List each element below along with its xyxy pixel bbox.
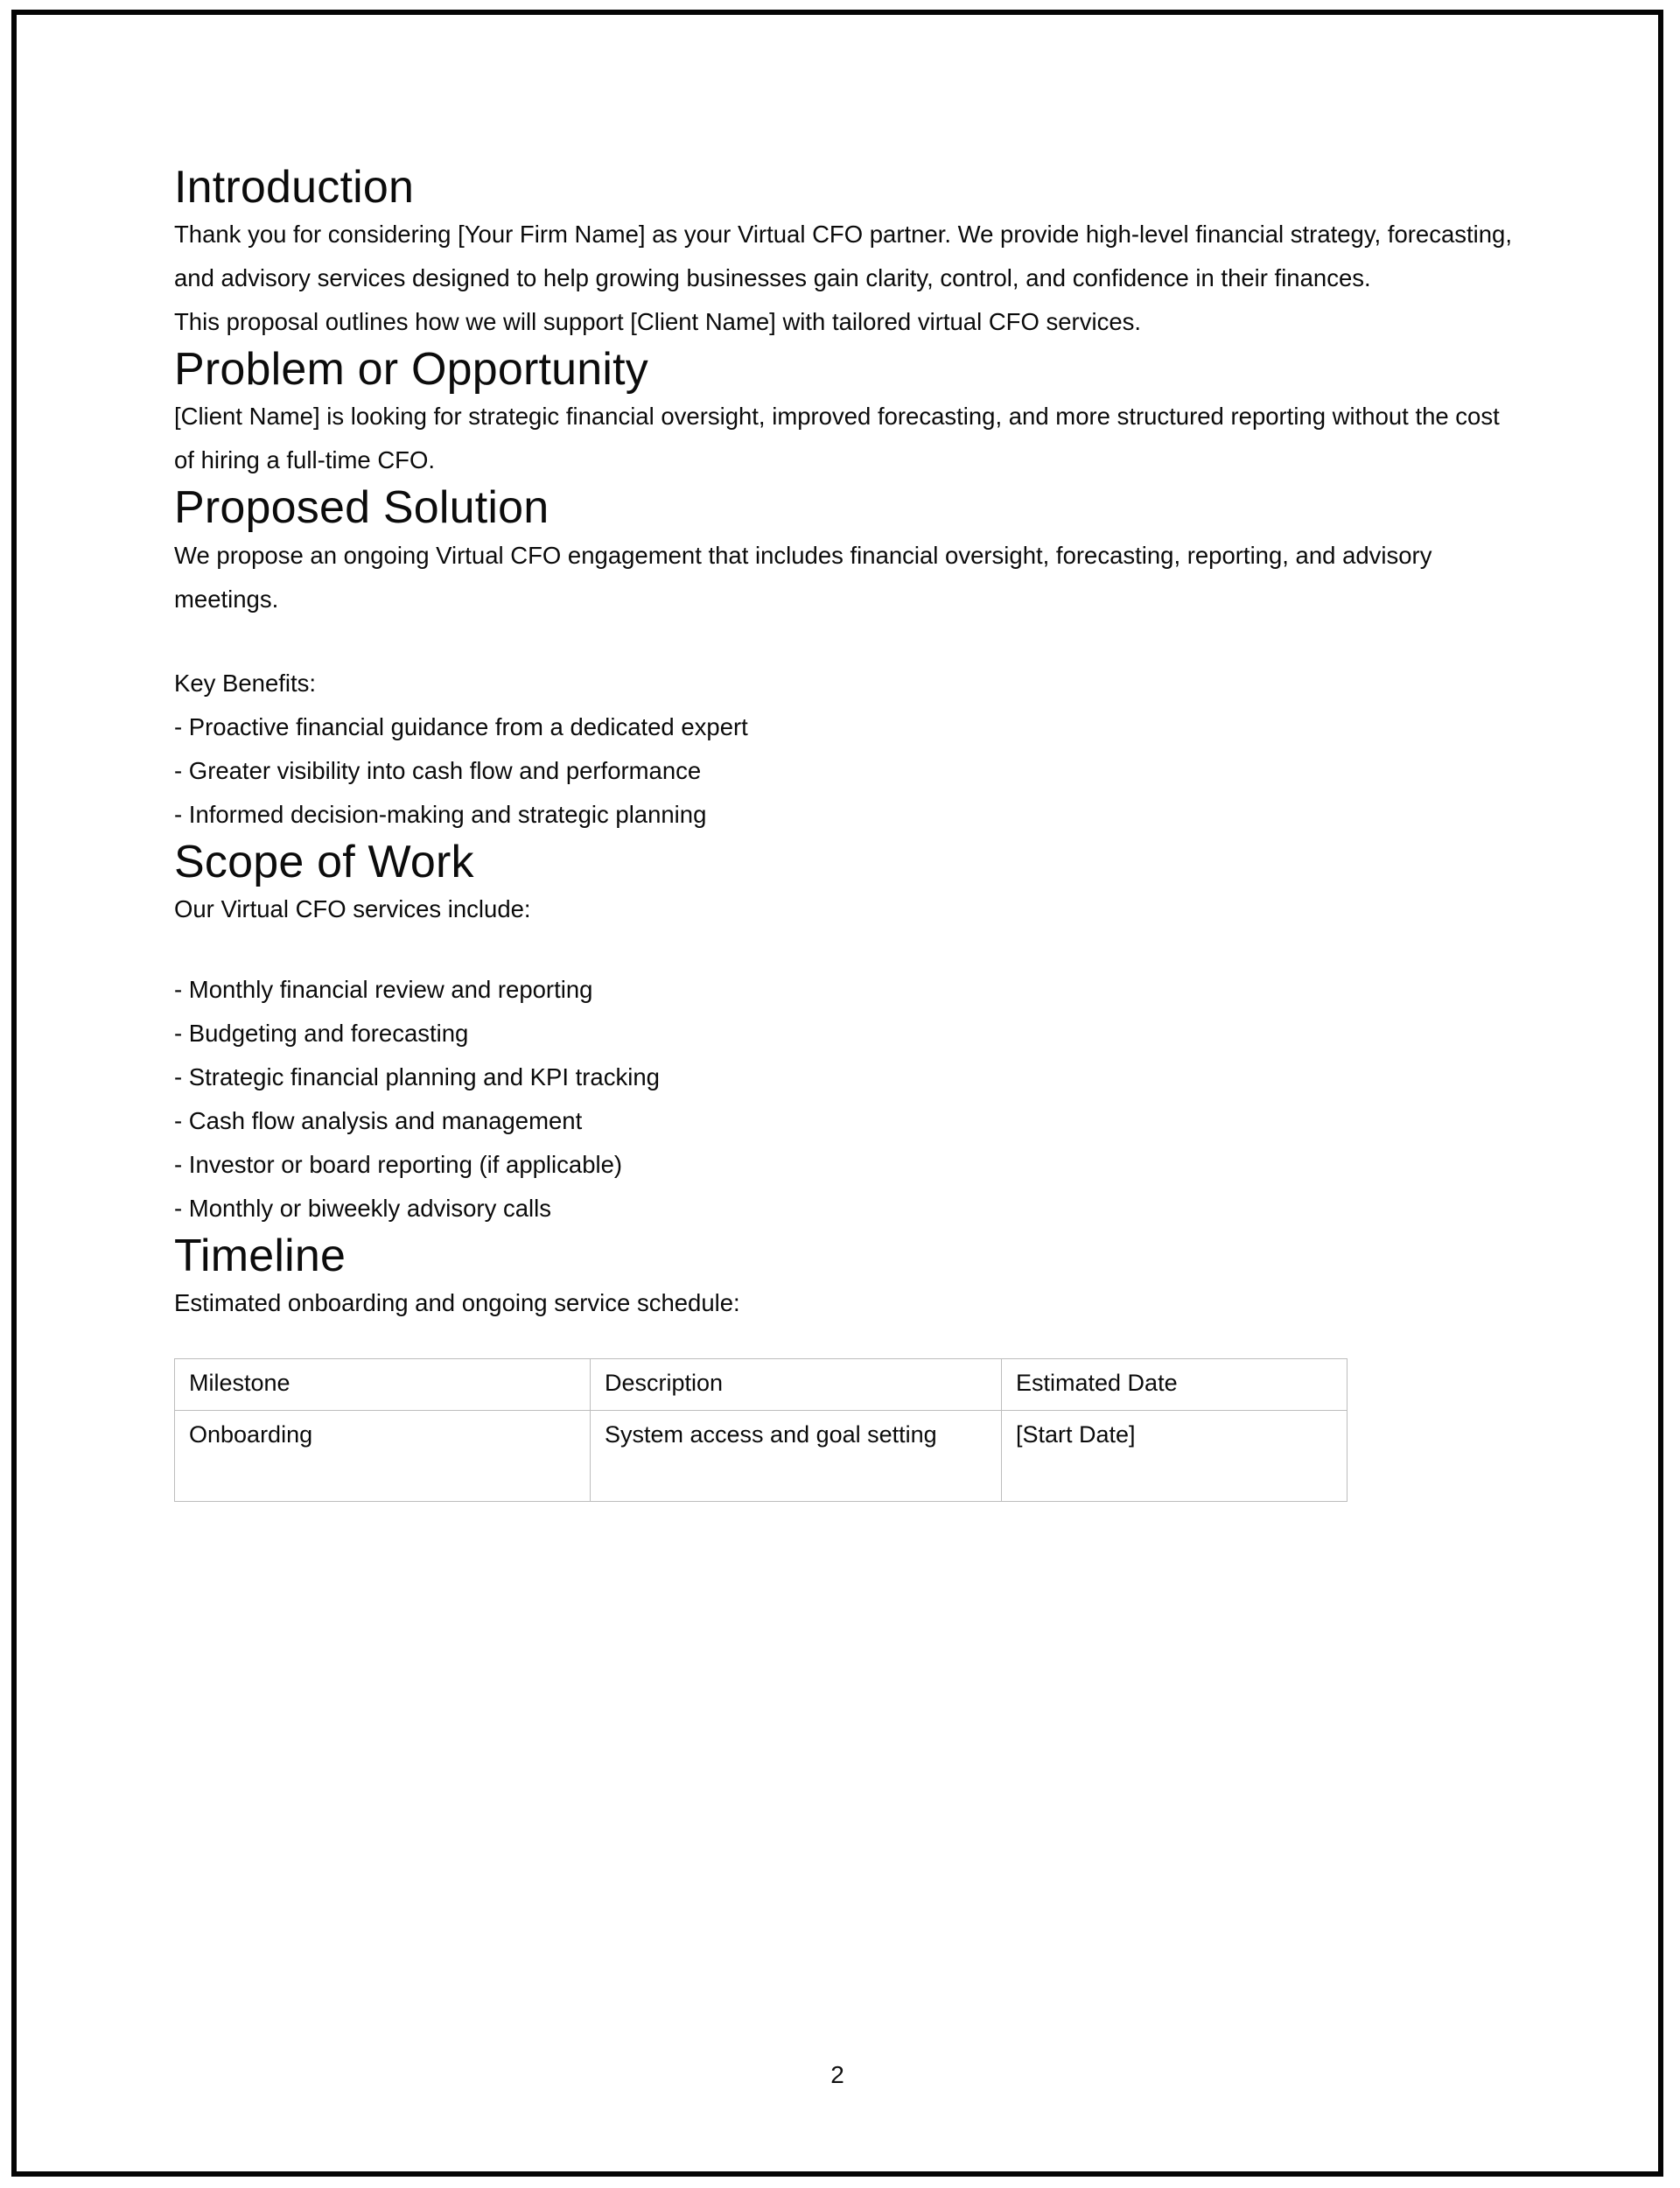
- list-item: - Monthly financial review and reporting: [174, 975, 593, 1003]
- page-border: [11, 10, 1663, 2177]
- table-row: [175, 1411, 1348, 1502]
- column-header-description: Description: [591, 1359, 1002, 1411]
- heading-timeline: Timeline: [174, 1230, 346, 1281]
- table-header-row: [175, 1359, 1348, 1411]
- heading-proposed-solution: Proposed Solution: [174, 482, 550, 534]
- list-item: - Budgeting and forecasting: [174, 1019, 469, 1047]
- cell-milestone: Onboarding: [175, 1411, 591, 1502]
- document-content: [174, 162, 1526, 1502]
- timeline-table: [174, 1358, 1348, 1502]
- list-item: - Informed decision-making and strategic planning: [174, 800, 707, 828]
- list-item: - Cash flow analysis and management: [174, 1106, 583, 1134]
- page-inner: [17, 15, 1658, 2171]
- key-benefits-block: [174, 662, 1526, 837]
- paragraph-scope-of-work: Our Virtual CFO services include:: [174, 894, 531, 922]
- list-item: - Monthly or biweekly advisory calls: [174, 1194, 551, 1222]
- paragraph-proposed-solution: We propose an ongoing Virtual CFO engagement that includes financial oversight, forecasting, reporting, and advisory meetings.: [174, 541, 1432, 613]
- page-number: 2: [830, 2061, 844, 2088]
- cell-description: System access and goal setting: [591, 1411, 1002, 1502]
- paragraph-introduction-1: Thank you for considering [Your Firm Name] as your Virtual CFO partner. We provide high-level financial strategy, forecasting, and advisory services designed to help growing businesses gain clarity, control, and confidence in their finances.: [174, 221, 1512, 292]
- paragraph-introduction-2: This proposal outlines how we will support [Client Name] with tailored virtual CFO services.: [174, 308, 1142, 336]
- key-benefits-label: Key Benefits:: [174, 669, 317, 697]
- heading-introduction: Introduction: [174, 162, 415, 213]
- heading-problem-or-opportunity: Problem or Opportunity: [174, 344, 648, 396]
- paragraph-timeline: Estimated onboarding and ongoing service schedule:: [174, 1289, 740, 1317]
- scope-of-work-list: [174, 968, 1526, 1231]
- key-benefits-list: [174, 705, 1526, 837]
- column-header-milestone: Milestone: [175, 1359, 591, 1411]
- list-item: - Proactive financial guidance from a dedicated expert: [174, 712, 748, 740]
- list-item: - Investor or board reporting (if applicable): [174, 1150, 623, 1178]
- column-header-estimated-date: Estimated Date: [1002, 1359, 1348, 1411]
- list-item: - Greater visibility into cash flow and performance: [174, 756, 702, 784]
- heading-scope-of-work: Scope of Work: [174, 836, 474, 887]
- paragraph-problem-or-opportunity: [Client Name] is looking for strategic financial oversight, improved forecasting, and more structured reporting without the cost of hiring a full-time CFO.: [174, 403, 1500, 474]
- list-item: - Strategic financial planning and KPI tracking: [174, 1062, 660, 1090]
- cell-estimated-date: [Start Date]: [1002, 1411, 1348, 1502]
